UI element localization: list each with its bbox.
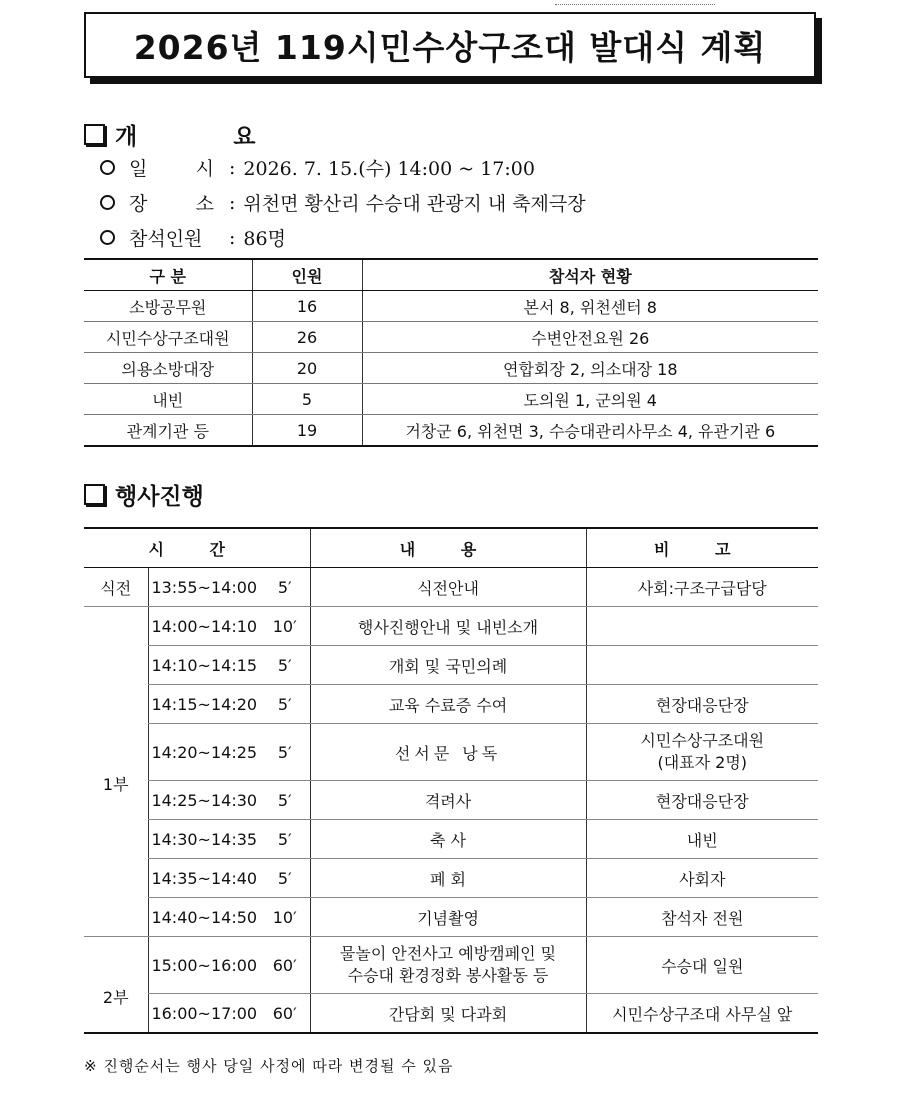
cell-duration: 60′: [260, 994, 310, 1034]
cell-count: 16: [252, 291, 362, 322]
cell-category: 내빈: [84, 384, 252, 415]
cell-count: 5: [252, 384, 362, 415]
group-part1: 1부: [84, 607, 148, 937]
hollow-circle-bullet-icon: [100, 195, 115, 210]
remark-line-2: (대표자 2명): [657, 753, 748, 772]
colon-separator: :: [229, 226, 236, 249]
header-detail: 참석자 현황: [362, 259, 818, 291]
cell-content: 선서문 낭독: [310, 724, 586, 781]
top-edge-scrap: [555, 0, 715, 5]
cell-category: 관계기관 등: [126, 421, 209, 441]
cell-duration: 5′: [260, 859, 310, 898]
cell-duration: 5′: [260, 646, 310, 685]
colon-separator: :: [229, 191, 236, 214]
cell-duration: 10′: [260, 607, 310, 646]
overview-value: 위천면 황산리 수승대 관광지 내 축제극장: [243, 193, 586, 215]
cell-remark: 내빈: [586, 820, 818, 859]
colon-separator: :: [229, 156, 236, 179]
table-row: [84, 415, 818, 447]
cell-detail: 본서 8, 위천센터 8: [362, 291, 818, 322]
cell-remark: 사회자: [586, 859, 818, 898]
cell-content: 식전안내: [310, 568, 586, 607]
cell-content: 행사진행안내 및 내빈소개: [310, 607, 586, 646]
cell-time: 14:40~14:50: [148, 898, 260, 937]
overview-value: 2026. 7. 15.(수) 14:00 ~ 17:00: [243, 158, 535, 180]
attendance-table: [84, 258, 818, 447]
table-header-row: [84, 259, 818, 291]
group-pre: 식전: [84, 568, 148, 607]
table-row: [84, 568, 818, 607]
cell-time: 13:55~14:00: [148, 568, 260, 607]
cell-duration: 10′: [260, 898, 310, 937]
overview-label: 참석인원: [129, 228, 203, 250]
cell-time: 14:10~14:15: [148, 646, 260, 685]
cell-time: 14:35~14:40: [148, 859, 260, 898]
program-heading-text: 행사진행: [115, 484, 204, 510]
cell-time: 16:00~17:00: [148, 994, 260, 1034]
cell-remark: 현장대응단장: [586, 685, 818, 724]
cell-content: [310, 937, 586, 994]
table-row: [84, 685, 818, 724]
cell-remark: 현장대응단장: [586, 781, 818, 820]
cell-remark: 사회:구조구급담당: [586, 568, 818, 607]
cell-time: 14:25~14:30: [148, 781, 260, 820]
table-row: [84, 898, 818, 937]
hollow-circle-bullet-icon: [100, 230, 115, 245]
overview-heading: [84, 118, 299, 151]
table-row: [84, 820, 818, 859]
cell-duration: 5′: [260, 685, 310, 724]
table-row: [84, 646, 818, 685]
document-title: [84, 12, 816, 78]
table-row: [84, 859, 818, 898]
cell-remark: 참석자 전원: [586, 898, 818, 937]
overview-label: 장 소: [129, 193, 215, 215]
cell-remark: 수승대 일원: [586, 937, 818, 994]
table-row: [84, 994, 818, 1034]
cell-time: 14:15~14:20: [148, 685, 260, 724]
cell-content: 개회 및 국민의례: [310, 646, 586, 685]
cell-category: 소방공무원: [84, 291, 252, 322]
cell-content: 간담회 및 다과회: [310, 994, 586, 1034]
document-title-text: 2026년 119시민수상구조대 발대식 계획: [133, 27, 767, 67]
table-row: [84, 353, 818, 384]
header-remark: 비 고: [586, 528, 818, 568]
overview-item-date: [100, 150, 586, 185]
checkbox-square-icon: [84, 124, 105, 145]
table-row: [84, 384, 818, 415]
content-line-1: 물놀이 안전사고 예방캠페인 및: [339, 944, 557, 963]
overview-value: 86명: [243, 228, 286, 250]
header-count: 인원: [252, 259, 362, 291]
cell-category: 시민수상구조대원: [84, 322, 252, 353]
overview-label: 일 시: [129, 158, 215, 180]
cell-remark: [586, 646, 818, 685]
cell-detail: 거창군 6, 위천면 3, 수승대관리사무소 4, 유관기관 6: [362, 415, 818, 447]
cell-time: 14:30~14:35: [148, 820, 260, 859]
overview-heading-text: 개 요: [115, 124, 300, 150]
cell-detail: 도의원 1, 군의원 4: [362, 384, 818, 415]
table-row: [84, 937, 818, 994]
table-row: [84, 607, 818, 646]
table-row: [84, 322, 818, 353]
group-part2: 2부: [84, 937, 148, 1034]
cell-time: 14:00~14:10: [148, 607, 260, 646]
cell-duration: 60′: [260, 937, 310, 994]
cell-remark: [586, 607, 818, 646]
table-row: [84, 781, 818, 820]
footnote: ※ 진행순서는 행사 당일 사정에 따라 변경될 수 있음: [84, 1057, 454, 1075]
header-category: 구 분: [84, 259, 252, 291]
cell-detail: 연합회장 2, 의소대장 18: [362, 353, 818, 384]
cell-category: 의용소방대장: [84, 353, 252, 384]
program-table: [84, 527, 818, 1034]
overview-list: [100, 150, 586, 255]
overview-item-attendees: [100, 220, 586, 255]
cell-count: 26: [252, 322, 362, 353]
cell-detail: 수변안전요원 26: [362, 322, 818, 353]
cell-content: 기념촬영: [310, 898, 586, 937]
header-content: 내 용: [310, 528, 586, 568]
table-row: [84, 291, 818, 322]
cell-duration: 5′: [260, 781, 310, 820]
cell-content: 폐 회: [310, 859, 586, 898]
header-time: 시 간: [84, 528, 310, 568]
cell-duration: 5′: [260, 568, 310, 607]
remark-line-1: 시민수상구조대원: [640, 731, 765, 750]
cell-duration: 5′: [260, 724, 310, 781]
cell-time: 14:20~14:25: [148, 724, 260, 781]
cell-remark: [586, 724, 818, 781]
cell-count: 19: [252, 415, 362, 447]
checkbox-square-icon: [84, 484, 105, 505]
content-line-2: 수승대 환경정화 봉사활동 등: [347, 966, 549, 985]
cell-duration: 5′: [260, 820, 310, 859]
cell-remark: 시민수상구조대 사무실 앞: [586, 994, 818, 1034]
cell-time: 15:00~16:00: [148, 937, 260, 994]
cell-content: 격려사: [310, 781, 586, 820]
hollow-circle-bullet-icon: [100, 160, 115, 175]
cell-content: 교육 수료증 수여: [310, 685, 586, 724]
overview-item-place: [100, 185, 586, 220]
cell-count: 20: [252, 353, 362, 384]
table-header-row: [84, 528, 818, 568]
table-row: [84, 724, 818, 781]
cell-content: 축 사: [310, 820, 586, 859]
program-heading: [84, 478, 204, 511]
